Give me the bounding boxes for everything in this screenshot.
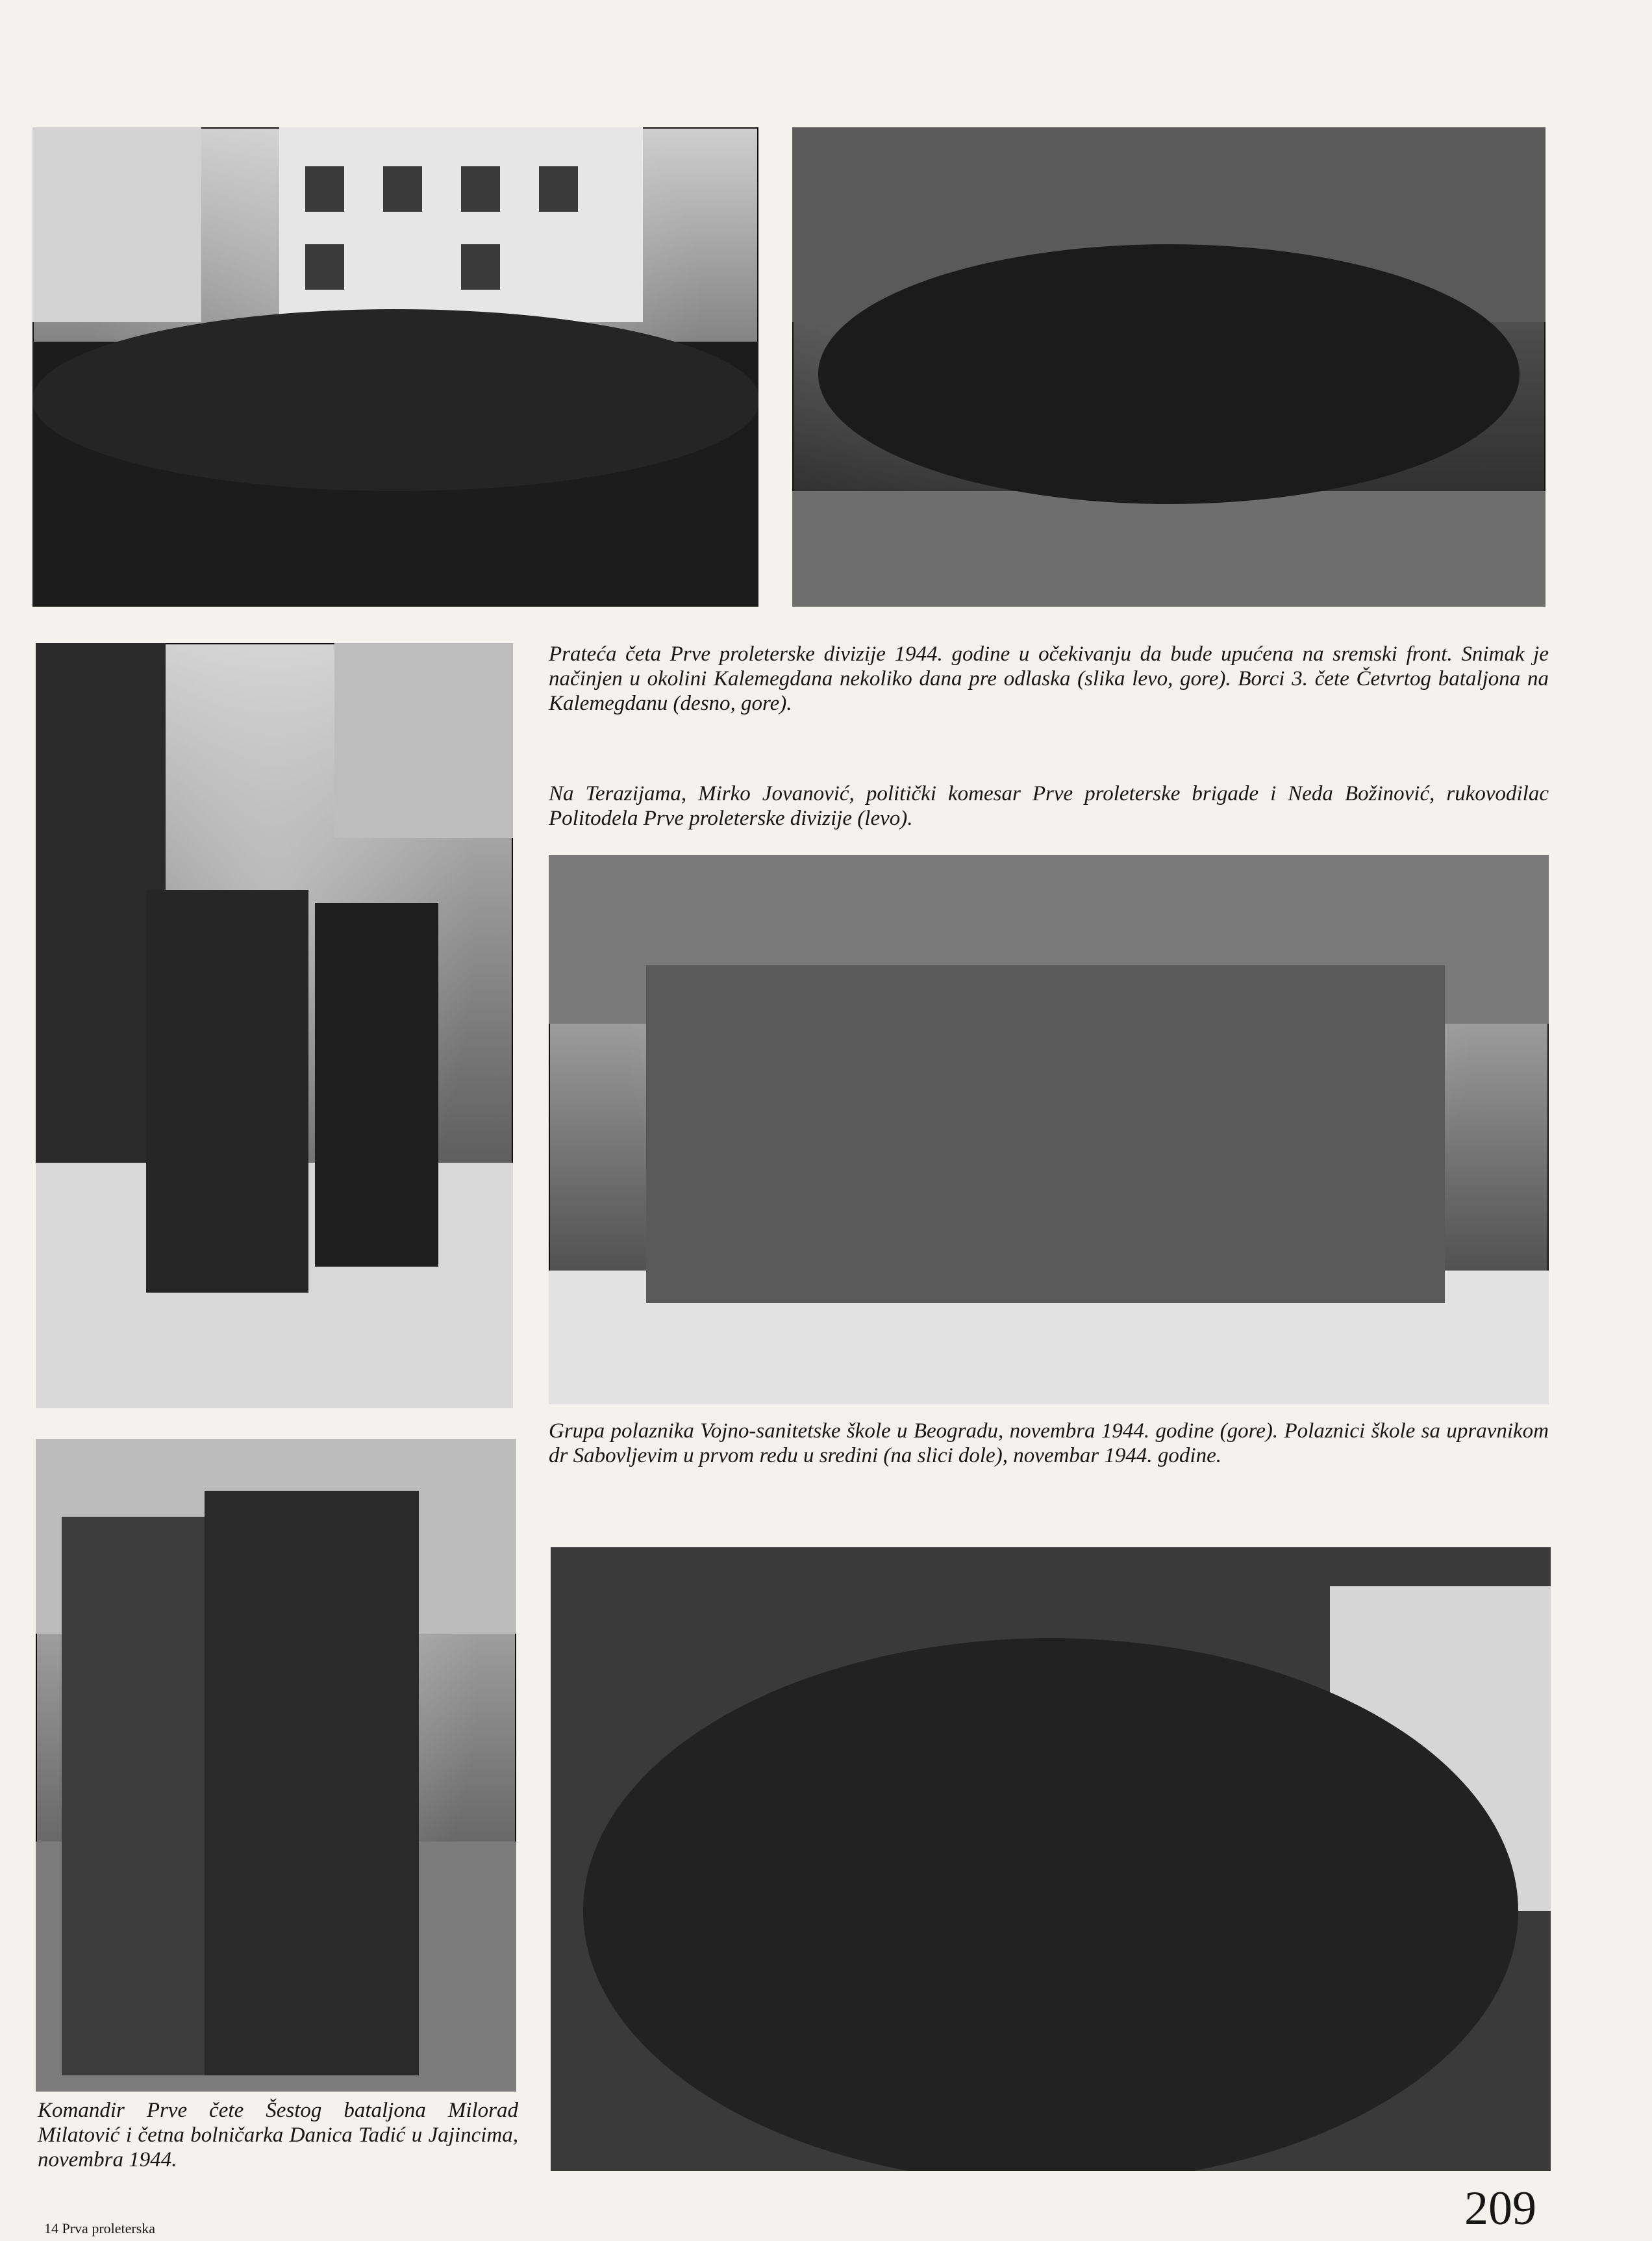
- caption-vojno-sanitetska-skola: Grupa polaznika Vojno-sanitetske škole u Beogradu, novembra 1944. godine (gore). Polaznici škole sa upravnikom dr Sabovljevim u prvom redu u sredini (na slici dole), novembar 1944. godine.: [549, 1419, 1549, 1467]
- photo-milatovic-tadic: [36, 1439, 516, 2092]
- photo-terazije-image: [36, 643, 513, 1408]
- caption-komandir: Komandir Prve čete Šestog bataljona Milorad Milatović i četna bolničarka Danica Tadić u Jajincima, novembra 1944.: [38, 2099, 518, 2171]
- photo-soldiers-kalemegdan: [792, 127, 1546, 607]
- photo-polaznici-skole-image: [551, 1547, 1551, 2171]
- photo-group-kalemegdan-image: [32, 127, 758, 607]
- photo-milatovic-tadic-image: [36, 1439, 516, 2092]
- photo-group-kalemegdan: [32, 127, 758, 607]
- page-number: 209: [1464, 2182, 1536, 2235]
- photo-vojno-sanitetska-grupa-image: [549, 855, 1549, 1404]
- photo-soldiers-kalemegdan-image: [792, 127, 1546, 607]
- caption-terazije: Na Terazijama, Mirko Jovanović, politički komesar Prve proleterske brigade i Neda Božinović, rukovodilac Politodela Prve proleterske divizije (levo).: [549, 782, 1549, 830]
- photo-polaznici-skole: [551, 1547, 1551, 2171]
- photo-vojno-sanitetska-grupa: [549, 855, 1549, 1404]
- caption-prateca-ceta: Prateća četa Prve proleterske divizije 1944. godine u očekivanju da bude upućena na sremski front. Snimak je načinjen u okolini Kalemegdana nekoliko dana pre odlaska (slika levo, gore). Borci 3. čete Četvrtog bataljona na Kalemegdanu (desno, gore).: [549, 642, 1549, 715]
- footer-book-title: 14 Prva proleterska: [44, 2220, 156, 2236]
- photo-terazije: [36, 643, 513, 1408]
